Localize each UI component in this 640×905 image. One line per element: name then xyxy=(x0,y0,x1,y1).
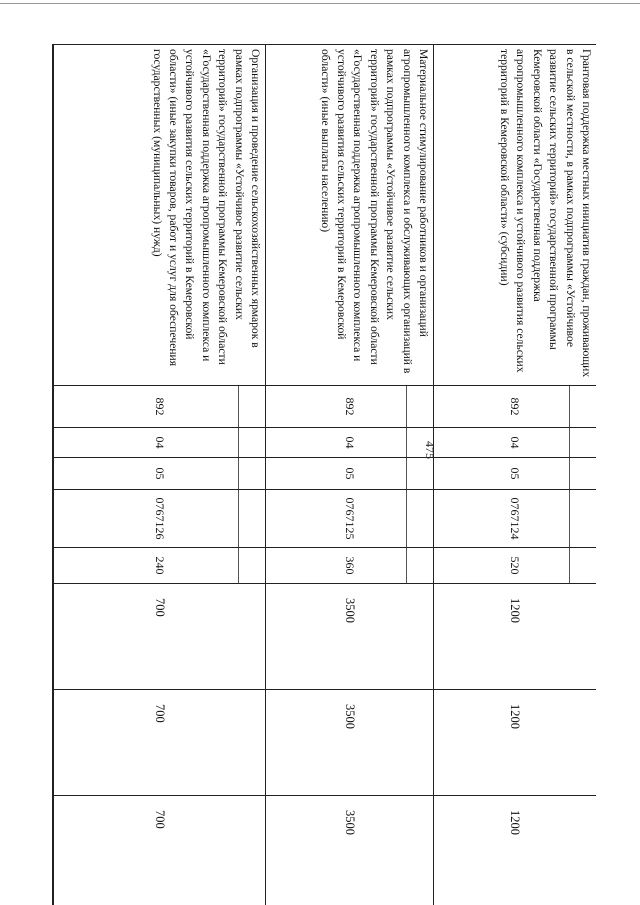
amount-year-2: 700 xyxy=(54,690,265,796)
subsection-code: 05 xyxy=(54,458,265,490)
table-row xyxy=(53,45,265,905)
target-code: 0767126 xyxy=(54,490,265,548)
amount-year-2: 1200 xyxy=(434,690,596,796)
budget-table xyxy=(52,44,596,905)
rotated-sheet xyxy=(53,45,596,905)
amount-year-3: 3500 xyxy=(343,810,357,835)
ministry-code: 892 xyxy=(434,386,596,428)
ministry-code: 892 xyxy=(54,386,265,428)
expense-type-code: 240 xyxy=(54,548,265,584)
expense-type-code: 360 xyxy=(266,548,433,584)
ministry-code: 892 xyxy=(266,386,433,428)
row-description: Материальное стимулирование работников и организаций агропромышленного комплекса и обслуживающих организаций в рамках подпрограммы «Устойчивое развитие сельских территорий» государственной программы Кемеровской области «Государственная поддержка агропромышленного комплекса и устойчивого развития сельских территорий в Кемеровской области» (иные выплаты населению) xyxy=(266,45,433,386)
section-code: 04 xyxy=(266,428,433,458)
subsection-code: 05 xyxy=(266,458,433,490)
section-code: 04 xyxy=(434,428,596,458)
target-code: 0767125 xyxy=(266,490,433,548)
amount-year-1: 1200 xyxy=(434,584,596,690)
expense-type-code: 520 xyxy=(434,548,596,584)
row-description: Грантовая поддержка местных инициатив граждан, проживающих в сельской местности, в рамках подпрограммы «Устойчивое развитие сельских территорий» государственной программы Кемеровской области «Государственная поддержка агропромышленного комплекса и устойчивого развития сельских территорий в Кемеровской области» (субсидии) xyxy=(434,45,596,386)
amount-year-1: 3500 xyxy=(266,584,433,690)
subsection-code: 05 xyxy=(434,458,596,490)
amount-year-3: 700 xyxy=(153,810,167,829)
table-row xyxy=(433,45,596,905)
row-description: Организация и проведение сельскохозяйственных ярмарок в рамках подпрограммы «Устойчивое развитие сельских территорий» государственной программы Кемеровской области «Государственная поддержка агропромышленного комплекса и устойчивого развития сельских территорий в Кемеровской области» (иные закупки товаров, работ и услуг для обеспечения государственных (муниципальных) нужд) xyxy=(54,45,265,386)
amount-year-1: 700 xyxy=(54,584,265,690)
scan-top-line xyxy=(0,3,640,4)
amount-year-3: 1200 xyxy=(508,810,523,835)
section-code: 04 xyxy=(54,428,265,458)
table-row xyxy=(265,45,433,905)
amount-year-2: 3500 xyxy=(266,690,433,796)
page-number: 475 xyxy=(423,441,437,459)
target-code: 0767124 xyxy=(434,490,596,548)
